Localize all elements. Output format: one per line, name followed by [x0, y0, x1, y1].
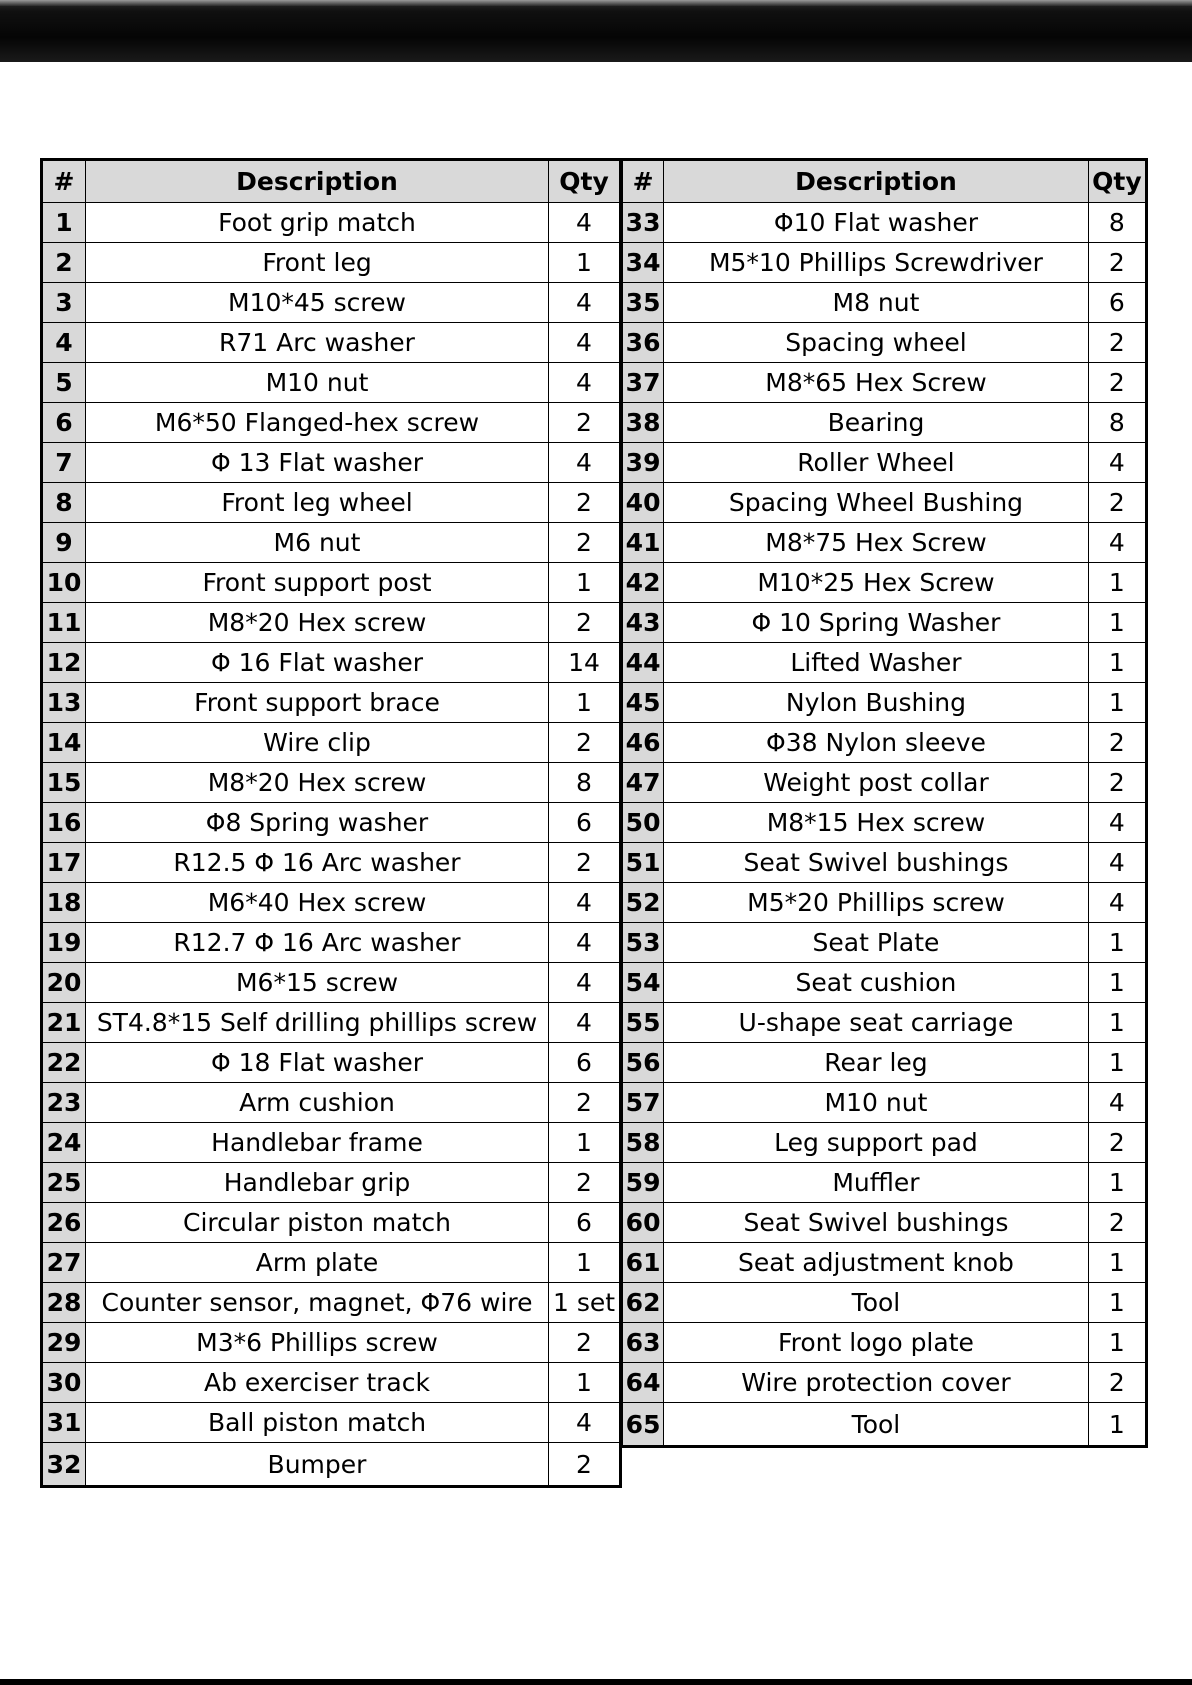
part-quantity: 4 [1088, 443, 1146, 483]
part-quantity: 2 [1088, 1203, 1146, 1243]
table-row [42, 1243, 621, 1283]
part-number: 44 [622, 643, 664, 683]
table-row [622, 483, 1147, 523]
part-quantity: 2 [549, 403, 621, 443]
part-number: 37 [622, 363, 664, 403]
part-description: Ab exerciser track [86, 1363, 549, 1403]
table-row [622, 1043, 1147, 1083]
part-quantity: 2 [1088, 243, 1146, 283]
part-description: Arm cushion [86, 1083, 549, 1123]
table-row [42, 283, 621, 323]
part-quantity: 4 [549, 963, 621, 1003]
table-row [42, 843, 621, 883]
part-description: M8*20 Hex screw [86, 603, 549, 643]
header-bar [0, 0, 1192, 62]
part-description: Φ8 Spring washer [86, 803, 549, 843]
table-row [42, 1403, 621, 1443]
table-row [622, 283, 1147, 323]
part-quantity: 1 [549, 1363, 621, 1403]
part-number: 10 [42, 563, 86, 603]
part-number: 65 [622, 1403, 664, 1447]
part-quantity: 1 [549, 243, 621, 283]
part-description: Front leg wheel [86, 483, 549, 523]
part-number: 8 [42, 483, 86, 523]
table-row [622, 443, 1147, 483]
part-quantity: 1 [1088, 1323, 1146, 1363]
part-number: 5 [42, 363, 86, 403]
part-description: Front leg [86, 243, 549, 283]
part-description: Seat Swivel bushings [664, 843, 1089, 883]
part-description: M8*20 Hex screw [86, 763, 549, 803]
part-description: M6*50 Flanged-hex screw [86, 403, 549, 443]
part-description: M5*20 Phillips screw [664, 883, 1089, 923]
part-quantity: 1 [1088, 643, 1146, 683]
part-quantity: 2 [1088, 763, 1146, 803]
table-row [622, 1203, 1147, 1243]
part-description: Φ 13 Flat washer [86, 443, 549, 483]
part-description: Arm plate [86, 1243, 549, 1283]
part-description: M10 nut [664, 1083, 1089, 1123]
part-number: 33 [622, 203, 664, 243]
part-description: Nylon Bushing [664, 683, 1089, 723]
part-quantity: 6 [1088, 283, 1146, 323]
table-row [42, 1083, 621, 1123]
part-quantity: 1 [1088, 923, 1146, 963]
part-description: Handlebar grip [86, 1163, 549, 1203]
part-description: R12.5 Φ 16 Arc washer [86, 843, 549, 883]
part-description: Wire clip [86, 723, 549, 763]
part-quantity: 4 [549, 363, 621, 403]
table-row [42, 803, 621, 843]
part-number: 61 [622, 1243, 664, 1283]
part-number: 24 [42, 1123, 86, 1163]
part-quantity: 4 [549, 1403, 621, 1443]
part-description: Φ 16 Flat washer [86, 643, 549, 683]
part-description: M10*45 screw [86, 283, 549, 323]
part-description: Ball piston match [86, 1403, 549, 1443]
part-description: Seat Plate [664, 923, 1089, 963]
part-quantity: 1 [1088, 683, 1146, 723]
table-row [42, 1043, 621, 1083]
part-description: Seat Swivel bushings [664, 1203, 1089, 1243]
part-number: 45 [622, 683, 664, 723]
part-number: 26 [42, 1203, 86, 1243]
part-description: R12.7 Φ 16 Arc washer [86, 923, 549, 963]
part-number: 7 [42, 443, 86, 483]
part-description: ST4.8*15 Self drilling phillips screw [86, 1003, 549, 1043]
part-description: M6*40 Hex screw [86, 883, 549, 923]
part-number: 30 [42, 1363, 86, 1403]
part-number: 15 [42, 763, 86, 803]
table-row [622, 1243, 1147, 1283]
part-quantity: 2 [549, 1163, 621, 1203]
part-number: 17 [42, 843, 86, 883]
part-description: M6 nut [86, 523, 549, 563]
table-row [622, 523, 1147, 563]
part-quantity: 2 [1088, 1123, 1146, 1163]
part-number: 63 [622, 1323, 664, 1363]
part-description: Handlebar frame [86, 1123, 549, 1163]
table-row [622, 803, 1147, 843]
table-row [622, 363, 1147, 403]
table-row [42, 643, 621, 683]
table-row [622, 1323, 1147, 1363]
part-quantity: 1 set [549, 1283, 621, 1323]
table-row [42, 443, 621, 483]
part-quantity: 4 [1088, 843, 1146, 883]
table-row [622, 883, 1147, 923]
part-description: Φ10 Flat washer [664, 203, 1089, 243]
part-description: M8*75 Hex Screw [664, 523, 1089, 563]
part-number: 16 [42, 803, 86, 843]
part-description: M10*25 Hex Screw [664, 563, 1089, 603]
part-quantity: 1 [1088, 1243, 1146, 1283]
part-description: Roller Wheel [664, 443, 1089, 483]
table-row [42, 523, 621, 563]
table-header-row [622, 160, 1147, 203]
part-quantity: 1 [1088, 603, 1146, 643]
table-row [622, 1283, 1147, 1323]
table-row [622, 963, 1147, 1003]
part-description: Tool [664, 1283, 1089, 1323]
part-description: Muffler [664, 1163, 1089, 1203]
table-row [622, 1123, 1147, 1163]
part-description: Circular piston match [86, 1203, 549, 1243]
part-number: 50 [622, 803, 664, 843]
part-description: Wire protection cover [664, 1363, 1089, 1403]
part-quantity: 2 [549, 1443, 621, 1487]
column-header-description: Description [664, 160, 1089, 203]
part-description: Foot grip match [86, 203, 549, 243]
table-row [42, 243, 621, 283]
table-row [622, 243, 1147, 283]
part-description: U-shape seat carriage [664, 1003, 1089, 1043]
part-quantity: 1 [1088, 1403, 1146, 1447]
part-number: 42 [622, 563, 664, 603]
parts-table-right [620, 158, 1148, 1448]
part-quantity: 4 [549, 443, 621, 483]
table-row [622, 923, 1147, 963]
part-quantity: 2 [549, 603, 621, 643]
table-row [622, 1163, 1147, 1203]
part-number: 18 [42, 883, 86, 923]
part-number: 22 [42, 1043, 86, 1083]
table-row [42, 923, 621, 963]
part-description: M6*15 screw [86, 963, 549, 1003]
part-quantity: 1 [1088, 1003, 1146, 1043]
part-quantity: 4 [1088, 883, 1146, 923]
column-header-number: # [622, 160, 664, 203]
part-number: 12 [42, 643, 86, 683]
part-number: 38 [622, 403, 664, 443]
part-quantity: 4 [1088, 523, 1146, 563]
table-row [42, 1203, 621, 1243]
part-quantity: 4 [549, 203, 621, 243]
part-description: Φ 18 Flat washer [86, 1043, 549, 1083]
column-header-quantity: Qty [1088, 160, 1146, 203]
part-quantity: 1 [549, 1123, 621, 1163]
part-quantity: 1 [549, 683, 621, 723]
part-description: Lifted Washer [664, 643, 1089, 683]
part-description: Front support post [86, 563, 549, 603]
part-number: 62 [622, 1283, 664, 1323]
part-number: 53 [622, 923, 664, 963]
table-row [42, 963, 621, 1003]
part-number: 47 [622, 763, 664, 803]
table-row [622, 203, 1147, 243]
part-quantity: 1 [1088, 1283, 1146, 1323]
part-number: 19 [42, 923, 86, 963]
part-number: 39 [622, 443, 664, 483]
part-quantity: 2 [1088, 1363, 1146, 1403]
part-description: M8*15 Hex screw [664, 803, 1089, 843]
part-quantity: 1 [1088, 1163, 1146, 1203]
table-row [42, 603, 621, 643]
part-number: 21 [42, 1003, 86, 1043]
part-quantity: 8 [1088, 203, 1146, 243]
part-description: R71 Arc washer [86, 323, 549, 363]
part-quantity: 6 [549, 1043, 621, 1083]
part-number: 35 [622, 283, 664, 323]
part-quantity: 2 [549, 1323, 621, 1363]
table-row [42, 403, 621, 443]
part-number: 14 [42, 723, 86, 763]
table-row [42, 1003, 621, 1043]
table-row [622, 1003, 1147, 1043]
part-description: Rear leg [664, 1043, 1089, 1083]
part-number: 1 [42, 203, 86, 243]
part-quantity: 1 [1088, 1043, 1146, 1083]
part-quantity: 4 [1088, 1083, 1146, 1123]
table-row [42, 363, 621, 403]
part-quantity: 2 [1088, 723, 1146, 763]
table-row [42, 883, 621, 923]
part-number: 4 [42, 323, 86, 363]
part-number: 56 [622, 1043, 664, 1083]
table-row [42, 723, 621, 763]
part-quantity: 2 [1088, 483, 1146, 523]
part-description: M3*6 Phillips screw [86, 1323, 549, 1363]
part-quantity: 8 [549, 763, 621, 803]
part-description: Φ 10 Spring Washer [664, 603, 1089, 643]
part-quantity: 2 [1088, 323, 1146, 363]
part-number: 34 [622, 243, 664, 283]
part-number: 46 [622, 723, 664, 763]
part-number: 27 [42, 1243, 86, 1283]
part-number: 58 [622, 1123, 664, 1163]
part-description: Φ38 Nylon sleeve [664, 723, 1089, 763]
table-row [622, 403, 1147, 443]
part-quantity: 4 [1088, 803, 1146, 843]
part-quantity: 2 [549, 843, 621, 883]
part-description: Bearing [664, 403, 1089, 443]
part-quantity: 4 [549, 883, 621, 923]
table-row [42, 1363, 621, 1403]
part-quantity: 14 [549, 643, 621, 683]
part-quantity: 6 [549, 803, 621, 843]
footer-rule [0, 1679, 1192, 1685]
part-number: 23 [42, 1083, 86, 1123]
table-row [622, 843, 1147, 883]
part-number: 57 [622, 1083, 664, 1123]
part-number: 41 [622, 523, 664, 563]
part-number: 9 [42, 523, 86, 563]
table-row [622, 683, 1147, 723]
part-number: 36 [622, 323, 664, 363]
part-quantity: 6 [549, 1203, 621, 1243]
part-quantity: 1 [549, 563, 621, 603]
table-row [42, 763, 621, 803]
part-number: 40 [622, 483, 664, 523]
part-quantity: 1 [549, 1243, 621, 1283]
part-description: Front logo plate [664, 1323, 1089, 1363]
table-row [622, 1083, 1147, 1123]
part-number: 11 [42, 603, 86, 643]
part-quantity: 4 [549, 923, 621, 963]
part-number: 59 [622, 1163, 664, 1203]
part-number: 29 [42, 1323, 86, 1363]
part-number: 31 [42, 1403, 86, 1443]
table-header-row [42, 160, 621, 203]
table-row [622, 1363, 1147, 1403]
part-number: 60 [622, 1203, 664, 1243]
part-quantity: 2 [549, 483, 621, 523]
table-row [622, 603, 1147, 643]
table-row [622, 723, 1147, 763]
part-description: Leg support pad [664, 1123, 1089, 1163]
part-number: 13 [42, 683, 86, 723]
part-quantity: 2 [1088, 363, 1146, 403]
table-row [42, 1283, 621, 1323]
part-number: 54 [622, 963, 664, 1003]
part-quantity: 1 [1088, 563, 1146, 603]
part-number: 55 [622, 1003, 664, 1043]
part-description: Spacing Wheel Bushing [664, 483, 1089, 523]
part-description: M5*10 Phillips Screwdriver [664, 243, 1089, 283]
part-description: M10 nut [86, 363, 549, 403]
table-row [42, 1323, 621, 1363]
part-number: 43 [622, 603, 664, 643]
part-quantity: 2 [549, 523, 621, 563]
part-quantity: 1 [1088, 963, 1146, 1003]
table-row [622, 563, 1147, 603]
part-number: 3 [42, 283, 86, 323]
table-row [42, 1123, 621, 1163]
part-description: M8*65 Hex Screw [664, 363, 1089, 403]
part-number: 25 [42, 1163, 86, 1203]
part-quantity: 4 [549, 1003, 621, 1043]
table-row [42, 563, 621, 603]
part-number: 64 [622, 1363, 664, 1403]
part-number: 2 [42, 243, 86, 283]
table-row [622, 323, 1147, 363]
column-header-description: Description [86, 160, 549, 203]
table-row [42, 1163, 621, 1203]
part-quantity: 8 [1088, 403, 1146, 443]
part-quantity: 2 [549, 1083, 621, 1123]
part-number: 28 [42, 1283, 86, 1323]
part-description: Seat adjustment knob [664, 1243, 1089, 1283]
table-row [42, 323, 621, 363]
part-quantity: 4 [549, 323, 621, 363]
column-header-number: # [42, 160, 86, 203]
table-row [622, 1403, 1147, 1447]
table-row [622, 643, 1147, 683]
part-number: 6 [42, 403, 86, 443]
part-description: Tool [664, 1403, 1089, 1447]
part-number: 52 [622, 883, 664, 923]
part-number: 20 [42, 963, 86, 1003]
part-number: 32 [42, 1443, 86, 1487]
table-row [42, 1443, 621, 1487]
part-description: Bumper [86, 1443, 549, 1487]
part-quantity: 4 [549, 283, 621, 323]
parts-table-left [40, 158, 622, 1488]
part-description: Weight post collar [664, 763, 1089, 803]
table-row [622, 763, 1147, 803]
part-description: Seat cushion [664, 963, 1089, 1003]
part-quantity: 2 [549, 723, 621, 763]
part-description: M8 nut [664, 283, 1089, 323]
part-number: 51 [622, 843, 664, 883]
table-row [42, 483, 621, 523]
column-header-quantity: Qty [549, 160, 621, 203]
part-description: Counter sensor, magnet, Φ76 wire [86, 1283, 549, 1323]
table-row [42, 203, 621, 243]
part-description: Spacing wheel [664, 323, 1089, 363]
part-description: Front support brace [86, 683, 549, 723]
table-row [42, 683, 621, 723]
